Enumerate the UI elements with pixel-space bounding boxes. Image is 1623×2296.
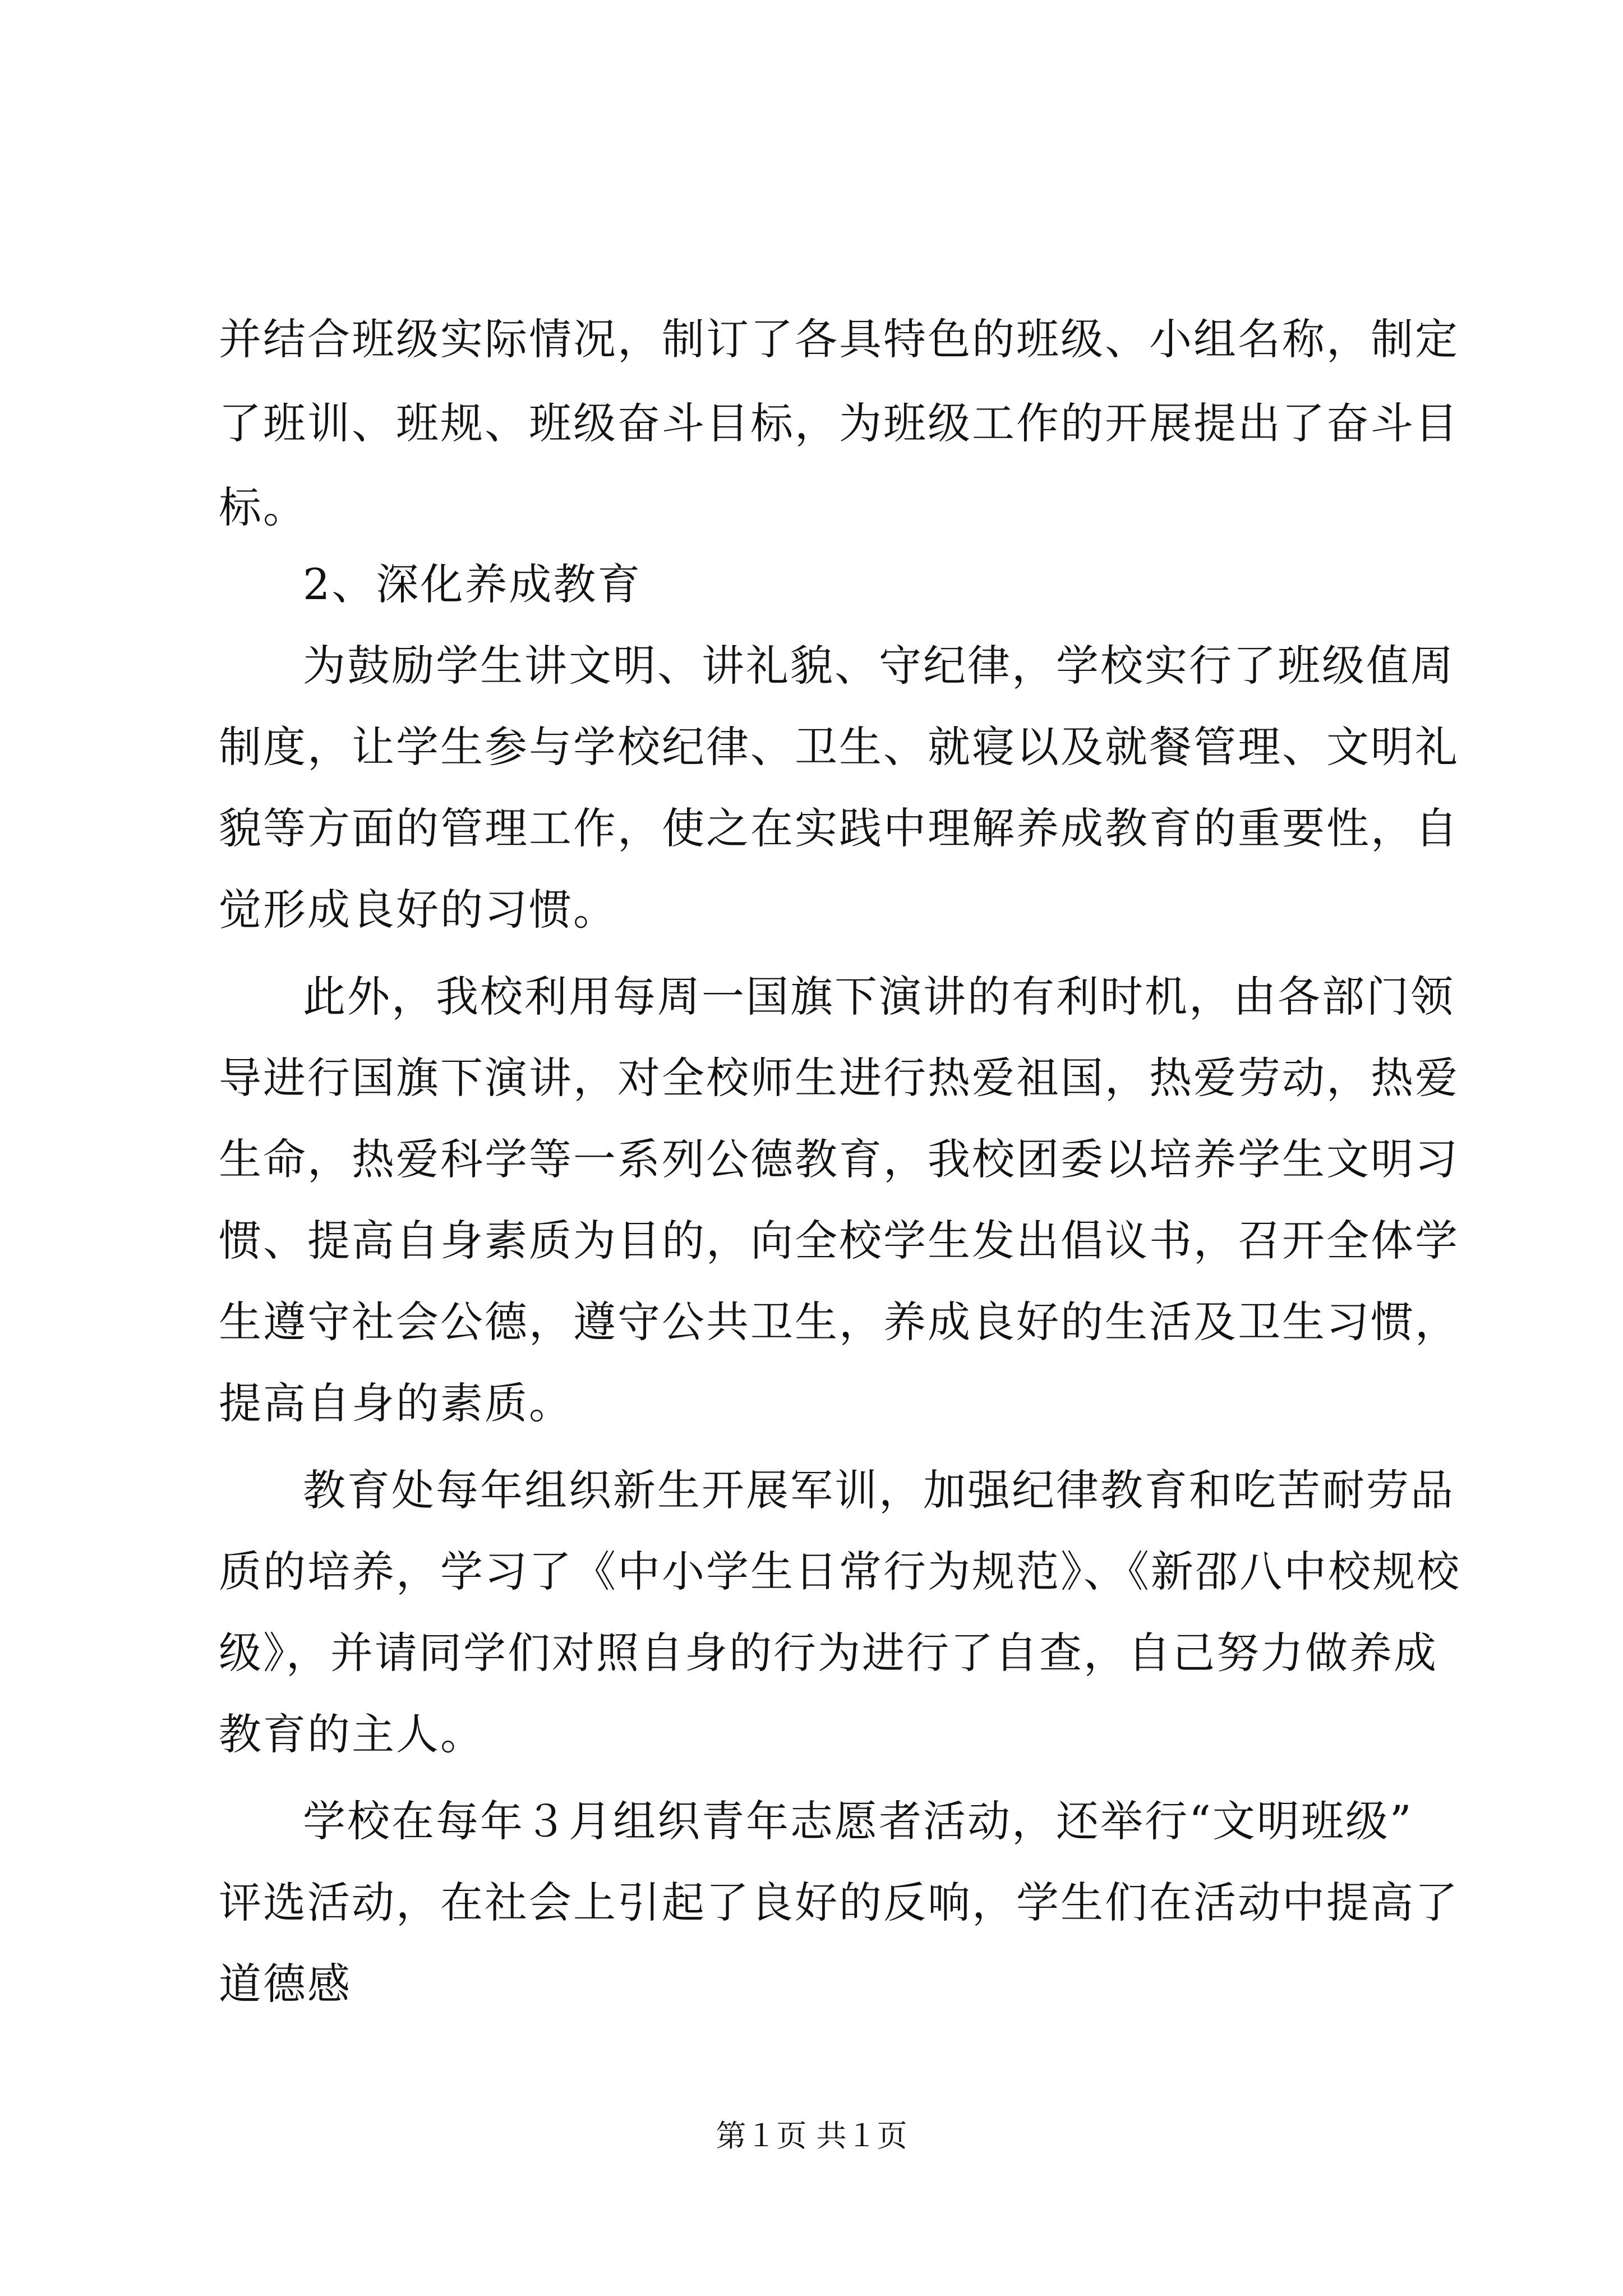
text-line: 惯、提高自身素质为目的，向全校学生发出倡议书，召开全体学 (219, 1216, 1459, 1266)
text-line: 提高自身的素质。 (219, 1378, 573, 1428)
text-line: 级》，并请同学们对照自身的行为进行了自查，自己努力做养成 (219, 1628, 1438, 1678)
text-line: 觉形成良好的习惯。 (219, 885, 617, 935)
text-line: 制度，让学生参与学校纪律、卫生、就寝以及就餐管理、文明礼 (219, 722, 1459, 772)
text-line: 教育的主人。 (219, 1709, 485, 1759)
text-line: 道德感 (219, 1959, 352, 2009)
text-line: 为鼓励学生讲文明、讲礼貌、守纪律，学校实行了班级值周 (303, 641, 1455, 691)
text-line: 了班训、班规、班级奋斗目标，为班级工作的开展提出了奋斗目 (219, 398, 1459, 448)
text-line: 生遵守社会公德，遵守公共卫生，养成良好的生活及卫生习惯， (219, 1297, 1459, 1347)
text-line: 教育处每年组织新生开展军训，加强纪律教育和吃苦耐劳品 (303, 1465, 1455, 1515)
text-line: 导进行国旗下演讲，对全校师生进行热爱祖国，热爱劳动，热爱 (219, 1053, 1459, 1103)
text-line: 并结合班级实际情况，制订了各具特色的班级、小组名称，制定 (219, 314, 1459, 364)
section-heading: 2、深化养成教育 (303, 559, 642, 609)
text-line: 标。 (219, 482, 307, 532)
text-line: 学校在每年３月组织青年志愿者活动，还举行“文明班级” (303, 1796, 1413, 1846)
text-line: 质的培养，学习了《中小学生日常行为规范》、《新邵八中校规校 (219, 1547, 1461, 1596)
text-line: 此外，我校利用每周一国旗下演讲的有利时机，由各部门领 (303, 972, 1455, 1022)
text-line: 貌等方面的管理工作，使之在实践中理解养成教育的重要性，自 (219, 803, 1459, 853)
text-line: 生命，热爱科学等一系列公德教育，我校团委以培养学生文明习 (219, 1134, 1459, 1184)
page-footer: 第１页 共１页 (716, 2118, 907, 2154)
text-line: 评选活动，在社会上引起了良好的反响，学生们在活动中提高了 (219, 1878, 1459, 1927)
